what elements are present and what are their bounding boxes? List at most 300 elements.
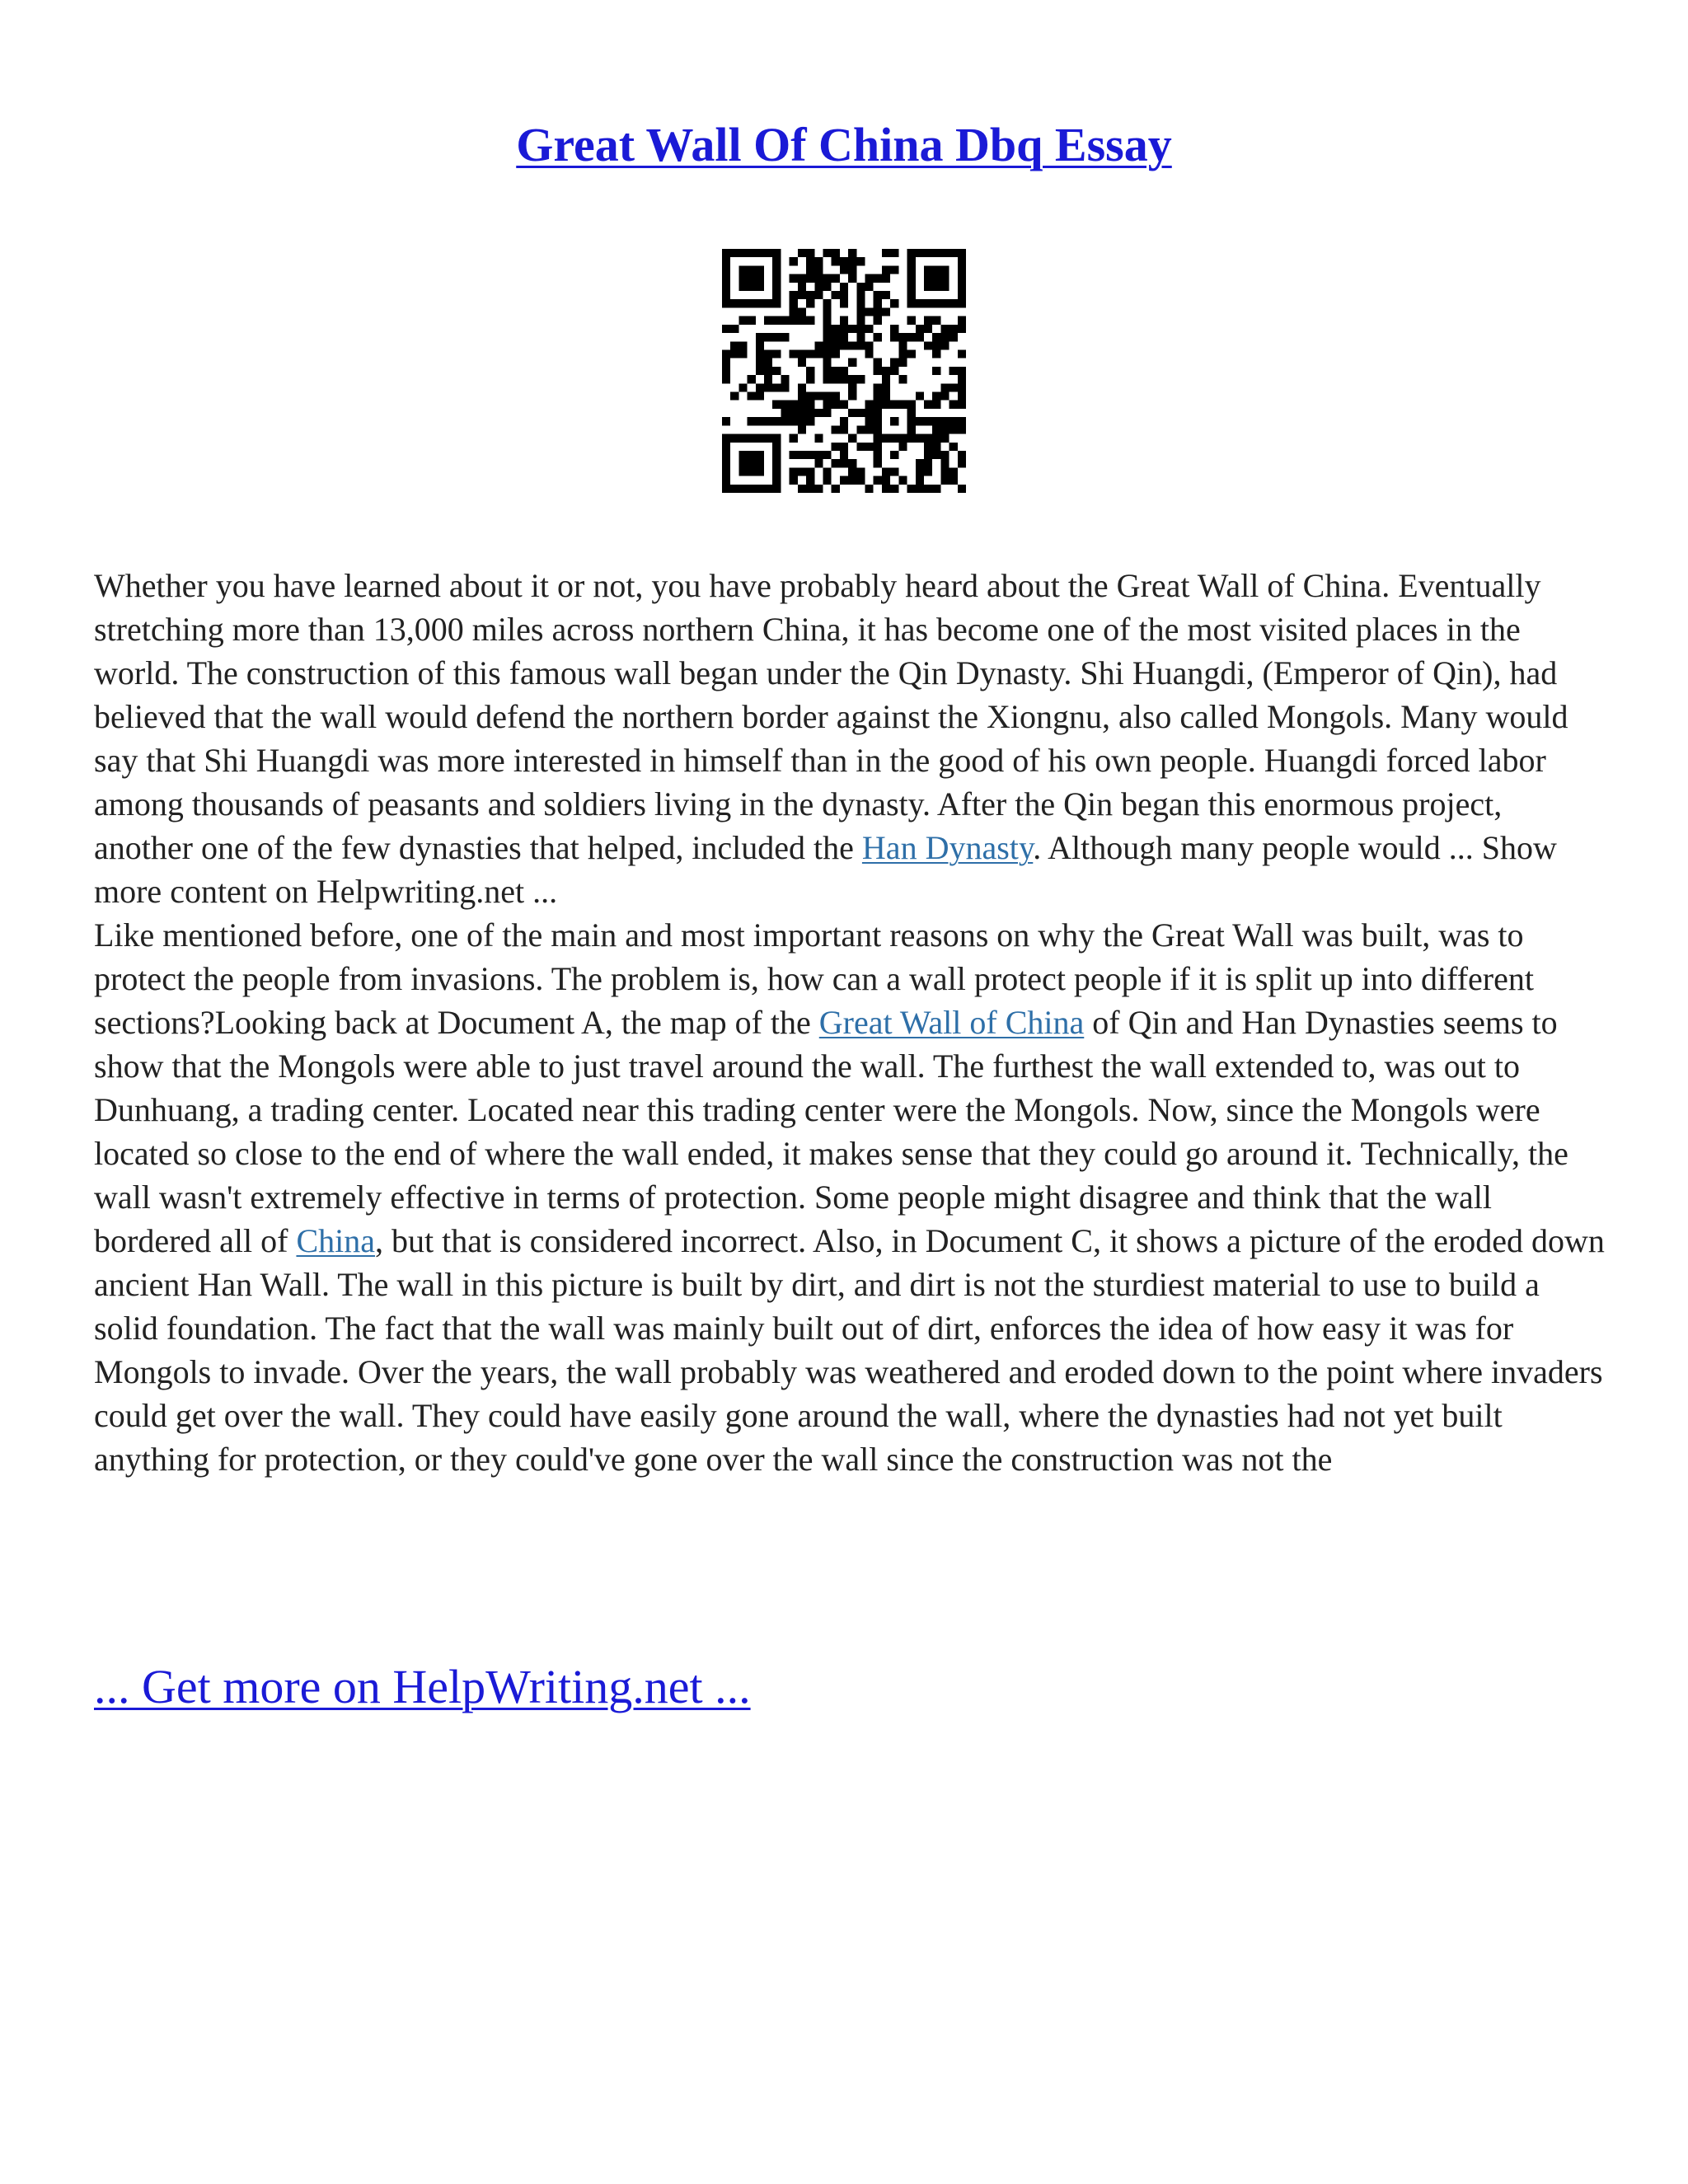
qr-module	[958, 349, 966, 358]
qr-module	[882, 485, 890, 493]
qr-module	[940, 417, 949, 425]
qr-module	[722, 249, 730, 257]
qr-module	[814, 434, 823, 443]
qr-module	[790, 307, 798, 316]
qr-module	[840, 425, 848, 434]
qr-module	[890, 451, 898, 459]
qr-module	[916, 299, 924, 307]
qr-module	[832, 367, 840, 375]
qr-module	[798, 425, 806, 434]
qr-module	[874, 333, 882, 341]
qr-module	[848, 257, 856, 265]
qr-module	[790, 417, 798, 425]
paragraph-1-text-end: . Although many people would ... Show more content on Helpwriting.net ...	[94, 829, 1557, 910]
qr-module	[874, 451, 882, 459]
qr-module	[840, 476, 848, 485]
qr-module	[882, 401, 890, 409]
page-title	[0, 115, 1688, 175]
qr-module	[790, 401, 798, 409]
qr-module	[916, 467, 924, 476]
qr-module	[756, 383, 764, 391]
qr-module	[898, 375, 907, 383]
qr-module	[722, 459, 730, 467]
qr-module	[772, 476, 781, 485]
qr-module	[806, 401, 814, 409]
qr-module	[738, 467, 747, 476]
qr-module	[932, 333, 940, 341]
qr-module	[950, 333, 958, 341]
qr-module	[756, 274, 764, 283]
qr-module	[738, 274, 747, 283]
qr-module	[907, 485, 916, 493]
qr-module	[748, 485, 756, 493]
qr-module	[856, 325, 865, 333]
qr-module	[756, 434, 764, 443]
qr-module	[764, 316, 772, 325]
qr-module	[722, 283, 730, 291]
qr-module	[848, 476, 856, 485]
qr-module	[772, 383, 781, 391]
qr-module	[916, 476, 924, 485]
qr-module	[890, 333, 898, 341]
qr-module	[823, 325, 831, 333]
qr-module	[916, 417, 924, 425]
qr-module	[748, 417, 756, 425]
qr-module	[832, 425, 840, 434]
qr-module	[924, 325, 932, 333]
qr-module	[790, 291, 798, 299]
qr-module	[932, 425, 940, 434]
qr-module	[958, 265, 966, 274]
qr-module	[890, 434, 898, 443]
qr-module	[772, 333, 781, 341]
qr-module	[764, 249, 772, 257]
qr-module	[865, 443, 874, 451]
qr-module	[865, 341, 874, 349]
qr-module	[874, 316, 882, 325]
qr-module	[832, 375, 840, 383]
qr-module	[940, 467, 949, 476]
qr-module	[722, 257, 730, 265]
qr-module	[890, 359, 898, 367]
qr-module	[940, 299, 949, 307]
qr-module	[722, 434, 730, 443]
qr-module	[798, 409, 806, 417]
qr-module	[924, 274, 932, 283]
qr-module	[823, 401, 831, 409]
qr-module	[848, 274, 856, 283]
great-wall-of-china-link[interactable]: Great Wall of China	[818, 1004, 1085, 1041]
qr-module	[882, 476, 890, 485]
qr-module	[916, 485, 924, 493]
qr-module	[756, 359, 764, 367]
qr-module	[874, 359, 882, 367]
qr-module	[874, 307, 882, 316]
qr-module	[814, 349, 823, 358]
qr-module	[898, 476, 907, 485]
qr-module	[806, 274, 814, 283]
qr-module	[940, 274, 949, 283]
qr-module	[814, 485, 823, 493]
qr-module	[738, 283, 747, 291]
qr-module	[890, 299, 898, 307]
qr-module	[756, 459, 764, 467]
qr-module	[730, 341, 738, 349]
qr-module	[748, 274, 756, 283]
qr-module	[823, 299, 831, 307]
qr-module	[772, 434, 781, 443]
qr-module	[806, 349, 814, 358]
qr-module	[898, 349, 907, 358]
get-more-link[interactable]: ... Get more on HelpWriting.net ...	[94, 1660, 751, 1713]
qr-module	[772, 249, 781, 257]
qr-module	[840, 401, 848, 409]
qr-module	[932, 341, 940, 349]
qr-module	[865, 349, 874, 358]
qr-module	[907, 265, 916, 274]
qr-module	[958, 249, 966, 257]
qr-module	[806, 476, 814, 485]
qr-module	[790, 349, 798, 358]
qr-module	[756, 467, 764, 476]
qr-module	[756, 485, 764, 493]
qr-module	[898, 359, 907, 367]
qr-module	[865, 485, 874, 493]
qr-module	[790, 316, 798, 325]
qr-module	[856, 291, 865, 299]
qr-module	[806, 392, 814, 401]
qr-module	[840, 265, 848, 274]
paragraph-2	[94, 913, 1607, 1481]
qr-module	[772, 467, 781, 476]
qr-module	[790, 409, 798, 417]
china-link[interactable]: China	[296, 1222, 375, 1259]
qr-module	[856, 443, 865, 451]
qr-module	[722, 274, 730, 283]
qr-module	[950, 417, 958, 425]
qr-module	[958, 257, 966, 265]
qr-module	[738, 349, 747, 358]
qr-module	[748, 299, 756, 307]
qr-module	[932, 417, 940, 425]
qr-module	[756, 451, 764, 459]
qr-module	[840, 367, 848, 375]
qr-module	[890, 417, 898, 425]
get-more-section	[94, 1658, 751, 1716]
qr-module	[756, 349, 764, 358]
qr-module	[848, 467, 856, 476]
qr-module	[798, 283, 806, 291]
qr-module	[950, 383, 958, 391]
qr-module	[924, 249, 932, 257]
qr-module	[940, 451, 949, 459]
qr-module	[756, 265, 764, 274]
qr-module	[840, 375, 848, 383]
qr-module	[781, 417, 789, 425]
qr-module	[832, 274, 840, 283]
qr-module	[874, 425, 882, 434]
qr-module	[924, 283, 932, 291]
qr-module	[722, 375, 730, 383]
qr-module	[748, 265, 756, 274]
qr-module	[764, 367, 772, 375]
qr-module	[748, 434, 756, 443]
qr-module	[882, 392, 890, 401]
qr-module	[907, 274, 916, 283]
qr-module	[790, 467, 798, 476]
qr-module	[940, 265, 949, 274]
qr-module	[940, 283, 949, 291]
qr-module	[874, 459, 882, 467]
qr-module	[958, 274, 966, 283]
qr-module	[748, 451, 756, 459]
qr-module	[848, 375, 856, 383]
qr-module	[932, 265, 940, 274]
qr-module	[940, 459, 949, 467]
qr-module	[798, 383, 806, 391]
qr-module	[940, 341, 949, 349]
qr-module	[722, 451, 730, 459]
qr-module	[907, 409, 916, 417]
qr-module	[748, 249, 756, 257]
qr-module	[832, 333, 840, 341]
qr-module	[932, 274, 940, 283]
qr-module	[806, 257, 814, 265]
qr-module	[840, 417, 848, 425]
qr-module	[814, 341, 823, 349]
qr-module	[840, 341, 848, 349]
qr-module	[764, 417, 772, 425]
qr-module	[722, 325, 730, 333]
qr-module	[907, 299, 916, 307]
qr-module	[856, 476, 865, 485]
qr-module	[865, 417, 874, 425]
qr-module	[924, 467, 932, 476]
qr-module	[806, 485, 814, 493]
qr-module	[890, 265, 898, 274]
qr-module	[958, 451, 966, 459]
qr-module	[772, 401, 781, 409]
qr-module	[856, 257, 865, 265]
qr-module	[722, 367, 730, 375]
qr-module	[932, 401, 940, 409]
qr-module	[730, 325, 738, 333]
qr-module	[907, 349, 916, 358]
qr-module	[865, 401, 874, 409]
qr-module	[898, 434, 907, 443]
qr-module	[823, 451, 831, 459]
qr-module	[916, 333, 924, 341]
qr-module	[832, 443, 840, 451]
qr-module	[874, 401, 882, 409]
qr-module	[916, 434, 924, 443]
qr-module	[916, 392, 924, 401]
qr-module	[940, 425, 949, 434]
qr-module	[856, 375, 865, 383]
qr-module	[823, 409, 831, 417]
qr-module	[781, 333, 789, 341]
qr-module	[730, 392, 738, 401]
qr-module	[950, 467, 958, 476]
qr-module	[790, 299, 798, 307]
qr-module	[756, 417, 764, 425]
qr-module	[924, 459, 932, 467]
qr-module	[958, 392, 966, 401]
qr-module	[790, 257, 798, 265]
qr-module	[958, 316, 966, 325]
qr-module	[840, 257, 848, 265]
qr-module	[874, 299, 882, 307]
qr-module	[722, 476, 730, 485]
qr-module	[781, 401, 789, 409]
qr-module	[806, 367, 814, 375]
qr-module	[806, 375, 814, 383]
qr-module	[898, 333, 907, 341]
qr-module	[832, 349, 840, 358]
qr-module	[950, 443, 958, 451]
qr-module	[840, 451, 848, 459]
qr-module	[730, 299, 738, 307]
qr-module	[722, 291, 730, 299]
qr-module	[932, 434, 940, 443]
qr-module	[865, 307, 874, 316]
qr-module	[958, 299, 966, 307]
qr-module	[840, 299, 848, 307]
qr-module	[730, 485, 738, 493]
qr-module	[882, 434, 890, 443]
qr-module	[924, 417, 932, 425]
qr-module	[772, 265, 781, 274]
qr-module	[806, 291, 814, 299]
qr-module	[823, 375, 831, 383]
qr-module	[798, 359, 806, 367]
paragraph-1	[94, 564, 1607, 913]
qr-module	[958, 459, 966, 467]
qr-module	[814, 459, 823, 467]
qr-module	[958, 485, 966, 493]
qr-module	[907, 283, 916, 291]
qr-module	[882, 291, 890, 299]
qr-module	[764, 359, 772, 367]
qr-module	[798, 451, 806, 459]
qr-module	[823, 392, 831, 401]
qr-module	[814, 409, 823, 417]
qr-module	[916, 249, 924, 257]
qr-module	[932, 451, 940, 459]
qr-module	[814, 283, 823, 291]
qr-module	[932, 392, 940, 401]
qr-module	[806, 467, 814, 476]
qr-code-icon	[722, 249, 966, 493]
qr-module	[814, 257, 823, 265]
qr-module	[738, 383, 747, 391]
qr-module	[832, 485, 840, 493]
qr-module	[823, 249, 831, 257]
qr-module	[738, 265, 747, 274]
qr-module	[814, 392, 823, 401]
qr-module	[932, 485, 940, 493]
qr-module	[832, 392, 840, 401]
qr-module	[748, 467, 756, 476]
qr-module	[823, 349, 831, 358]
qr-module	[798, 249, 806, 257]
qr-module	[738, 451, 747, 459]
qr-module	[848, 265, 856, 274]
qr-module	[840, 291, 848, 299]
qr-module	[874, 383, 882, 391]
qr-module	[840, 333, 848, 341]
qr-module	[856, 307, 865, 316]
qr-module	[865, 274, 874, 283]
qr-module	[756, 341, 764, 349]
qr-module	[924, 443, 932, 451]
qr-module	[756, 283, 764, 291]
qr-module	[772, 451, 781, 459]
qr-module	[874, 291, 882, 299]
qr-module	[823, 283, 831, 291]
qr-module	[874, 409, 882, 417]
qr-module	[932, 249, 940, 257]
qr-module	[950, 299, 958, 307]
qr-module	[848, 392, 856, 401]
qr-module	[856, 333, 865, 341]
qr-module	[848, 249, 856, 257]
qr-module	[958, 425, 966, 434]
qr-module	[814, 451, 823, 459]
qr-module	[958, 401, 966, 409]
qr-module	[738, 299, 747, 307]
qr-module	[730, 249, 738, 257]
qr-module	[738, 459, 747, 467]
qr-module	[848, 434, 856, 443]
qr-module	[950, 401, 958, 409]
qr-module	[840, 316, 848, 325]
qr-module	[806, 299, 814, 307]
qr-code-graphic	[722, 249, 966, 493]
qr-module	[806, 265, 814, 274]
qr-module	[950, 425, 958, 434]
qr-module	[814, 274, 823, 283]
han-dynasty-link[interactable]: Han Dynasty	[861, 829, 1034, 866]
qr-module	[772, 367, 781, 375]
qr-module	[924, 451, 932, 459]
qr-module	[823, 476, 831, 485]
title-link[interactable]: Great Wall Of China Dbq Essay	[516, 118, 1172, 171]
qr-module	[738, 434, 747, 443]
qr-module	[958, 375, 966, 383]
qr-module	[882, 307, 890, 316]
qr-module	[806, 409, 814, 417]
qr-module	[916, 459, 924, 467]
qr-module	[940, 434, 949, 443]
qr-module	[932, 367, 940, 375]
qr-module	[772, 299, 781, 307]
qr-module	[950, 367, 958, 375]
qr-module	[756, 333, 764, 341]
qr-module	[958, 291, 966, 299]
qr-module	[781, 375, 789, 383]
qr-module	[790, 476, 798, 485]
qr-module	[874, 417, 882, 425]
qr-module	[823, 467, 831, 476]
qr-module	[932, 299, 940, 307]
qr-module	[907, 249, 916, 257]
qr-module	[722, 417, 730, 425]
qr-module	[856, 316, 865, 325]
qr-module	[814, 265, 823, 274]
qr-module	[848, 383, 856, 391]
essay-body	[94, 564, 1607, 1481]
